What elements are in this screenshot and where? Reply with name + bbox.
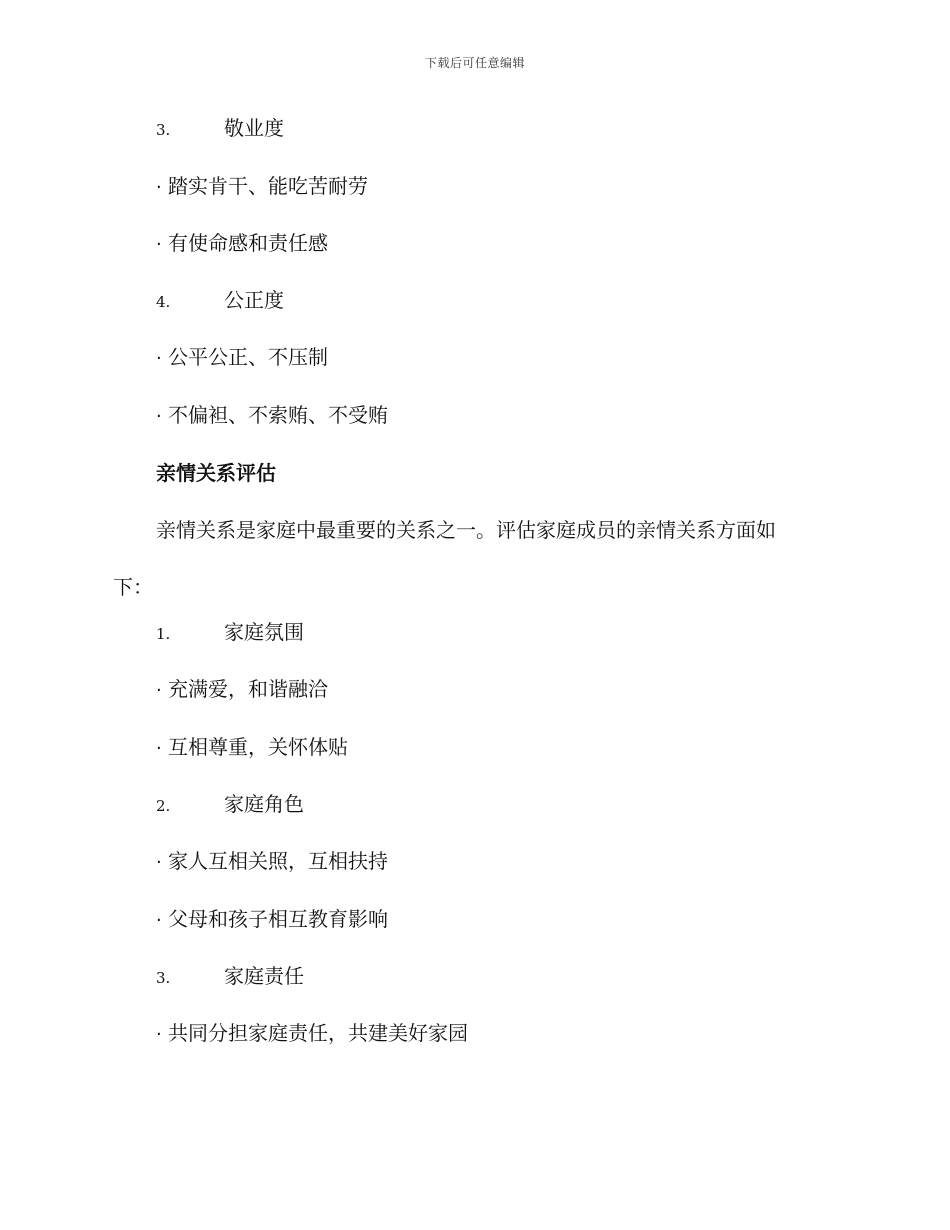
bullet-glyph: · (156, 852, 162, 873)
bullet-item (156, 229, 328, 259)
item-number: 2. (156, 797, 171, 815)
item-label: 敬业度 (224, 116, 284, 140)
item-label: 公正度 (224, 288, 284, 312)
item-label: 家庭责任 (224, 964, 304, 988)
bullet-glyph: · (156, 1024, 162, 1045)
bullet-item (156, 905, 388, 935)
bullet-text: 不偏袒、不索贿、不受贿 (168, 403, 388, 427)
bullet-glyph: · (156, 680, 162, 701)
bullet-text: 共同分担家庭责任，共建美好家园 (168, 1021, 468, 1045)
bullet-item (156, 1019, 468, 1049)
bullet-item (156, 172, 368, 202)
numbered-item-roles (156, 790, 304, 820)
bullet-item (156, 343, 328, 373)
bullet-text: 家人互相关照，互相扶持 (168, 849, 388, 873)
section-heading: 亲情关系评估 (156, 461, 276, 485)
bullet-text: 踏实肯干、能吃苦耐劳 (168, 174, 368, 198)
numbered-item-dedication (156, 114, 284, 144)
item-number: 3. (156, 969, 171, 987)
page-header: 下载后可任意编辑 (424, 56, 525, 70)
intro-line-2: 下： (113, 575, 153, 599)
bullet-glyph: · (156, 406, 162, 427)
numbered-item-atmosphere (156, 618, 304, 648)
item-label: 家庭氛围 (224, 620, 304, 644)
bullet-glyph: · (156, 348, 162, 369)
bullet-item (156, 401, 388, 431)
bullet-item (156, 847, 388, 877)
bullet-text: 互相尊重，关怀体贴 (168, 735, 348, 759)
bullet-text: 公平公正、不压制 (168, 345, 328, 369)
intro-line-1: 亲情关系是家庭中最重要的关系之一。评估家庭成员的亲情关系方面如 (156, 518, 776, 542)
bullet-glyph: · (156, 177, 162, 198)
item-number: 4. (156, 293, 171, 311)
numbered-item-fairness (156, 286, 284, 316)
bullet-glyph: · (156, 910, 162, 931)
item-label: 家庭角色 (224, 792, 304, 816)
bullet-glyph: · (156, 234, 162, 255)
bullet-item (156, 675, 328, 705)
bullet-text: 父母和孩子相互教育影响 (168, 907, 388, 931)
bullet-item (156, 733, 348, 763)
bullet-glyph: · (156, 738, 162, 759)
item-number: 1. (156, 625, 171, 643)
numbered-item-responsibility (156, 962, 304, 992)
item-number: 3. (156, 121, 171, 139)
bullet-text: 充满爱，和谐融洽 (168, 677, 328, 701)
bullet-text: 有使命感和责任感 (168, 231, 328, 255)
intro-paragraph (113, 516, 833, 601)
